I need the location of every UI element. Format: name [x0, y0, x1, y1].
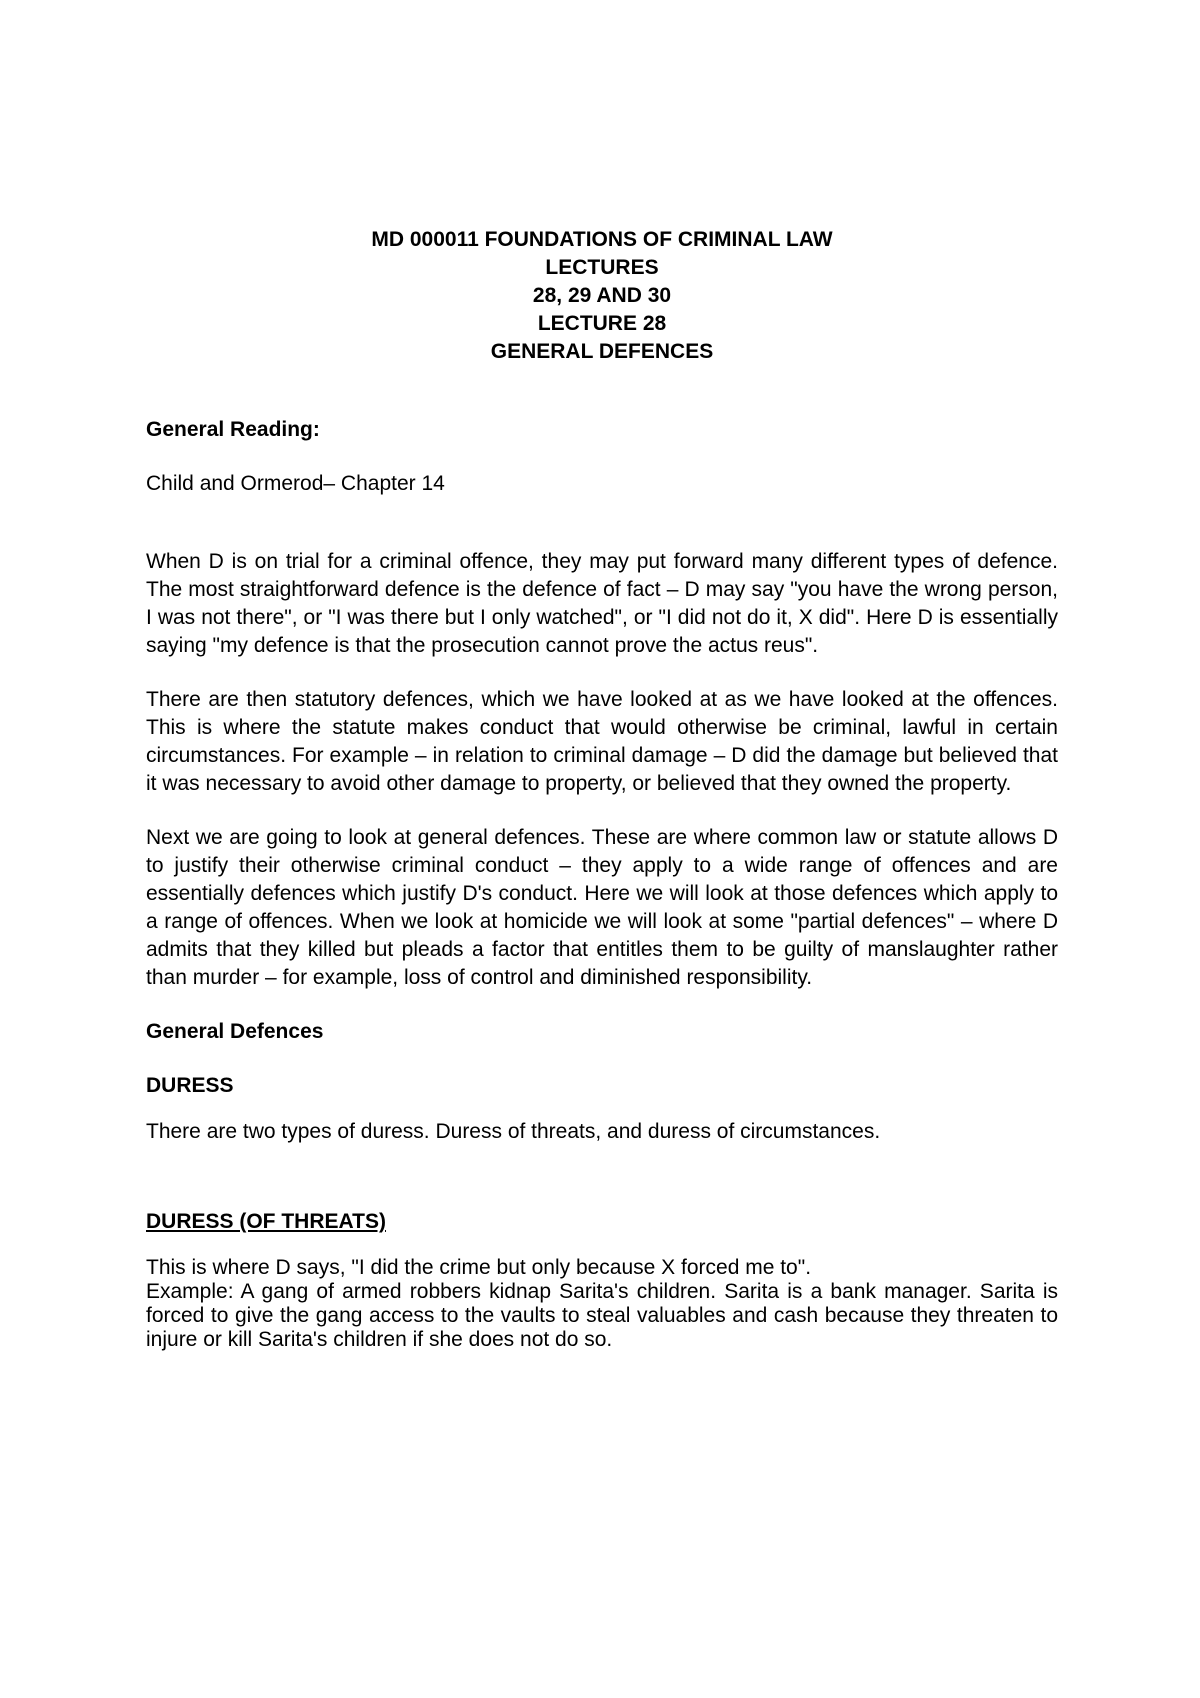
paragraph-1: When D is on trial for a criminal offence, they may put forward many different types of defence. The most straightforward defence is the defence of fact – D may say "you have the wrong person, I was not there", or "I was there but I only watched", or "I did not do it, X did". Here D is essentially saying "my defence is that the prosecution cannot prove the actus reus".	[146, 550, 1058, 657]
lectures-label: LECTURES	[545, 256, 659, 279]
reading-text: Child and Ormerod– Chapter 14	[146, 472, 445, 495]
document-page	[146, 226, 1058, 1352]
paragraph-2: There are then statutory defences, which we have looked at as we have looked at the offences. This is where the statute makes conduct that would otherwise be criminal, lawful in certain circumstances. For example – in relation to criminal damage – D did the damage but believed that it was necessary to avoid other damage to property, or believed that they owned the property.	[146, 688, 1058, 795]
paragraph-3: Next we are going to look at general defences. These are where common law or statute allows D to justify their otherwise criminal conduct – they apply to a wide range of offences and are essentially defences which justify D's conduct. Here we will look at those defences which apply to a range of offences. When we look at homicide we will look at some "partial defences" – where D admits that they killed but pleads a factor that entitles them to be guilty of manslaughter rather than murder – for example, loss of control and diminished responsibility.	[146, 826, 1058, 989]
duress-threats-example: Example: A gang of armed robbers kidnap Sarita's children. Sarita is a bank manager. Sarita is forced to give the gang access to the vaults to steal valuables and cash because they threaten to injure or kill Sarita's children if she does not do so.	[146, 1280, 1058, 1351]
course-title: MD 000011 FOUNDATIONS OF CRIMINAL LAW	[371, 228, 833, 251]
duress-threats-line1: This is where D says, "I did the crime but only because X forced me to".	[146, 1256, 812, 1279]
duress-threats-heading: DURESS (OF THREATS)	[146, 1210, 386, 1233]
reading-heading: General Reading:	[146, 418, 320, 441]
duress-heading: DURESS	[146, 1074, 234, 1097]
topic-heading: GENERAL DEFENCES	[490, 340, 714, 363]
lecture-numbers: 28, 29 AND 30	[532, 284, 672, 307]
lecture-heading: LECTURE 28	[537, 312, 667, 335]
section-heading: General Defences	[146, 1020, 324, 1043]
duress-intro: There are two types of duress. Duress of threats, and duress of circumstances.	[146, 1120, 881, 1143]
title-block	[146, 226, 1058, 366]
